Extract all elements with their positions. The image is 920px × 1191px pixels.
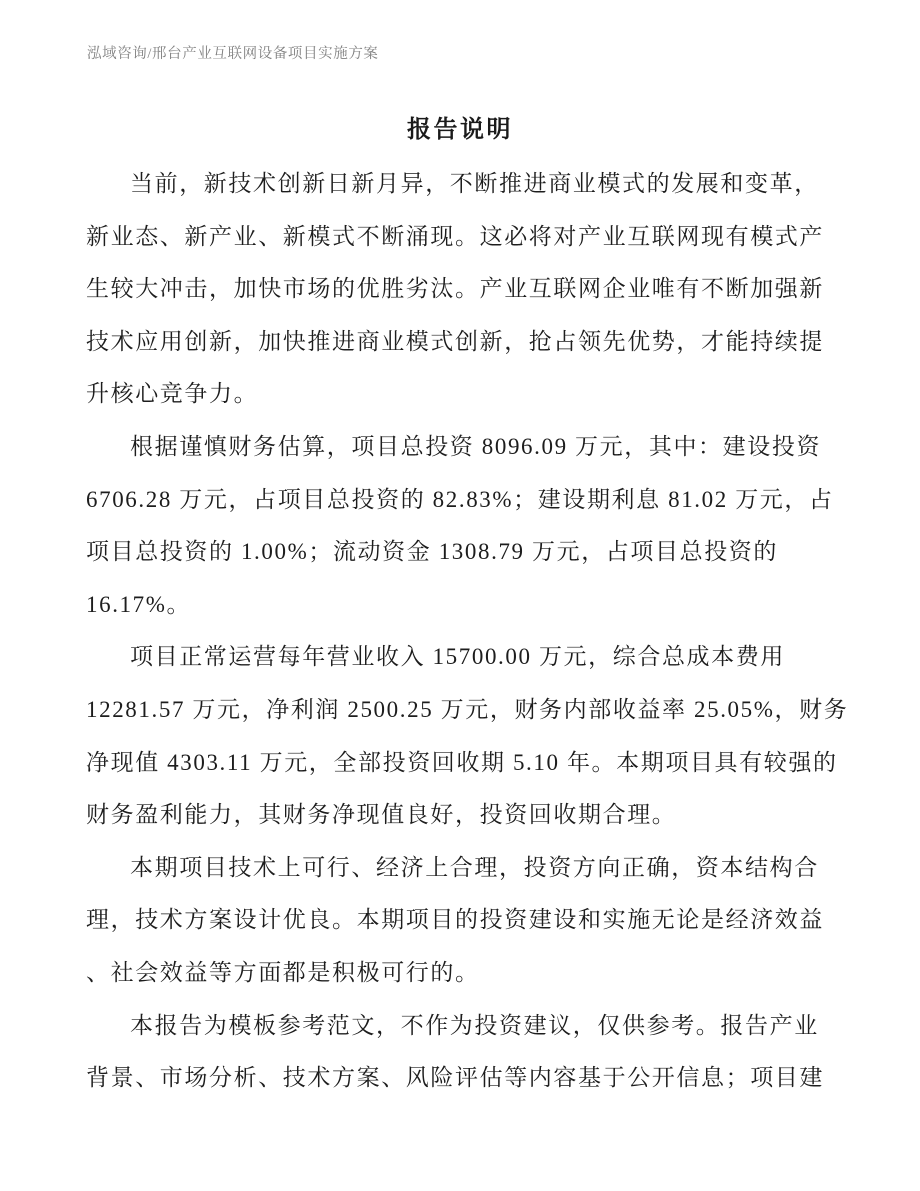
text-line: 新业态、新产业、新模式不断涌现。这必将对产业互联网现有模式产 bbox=[86, 223, 824, 249]
document-body bbox=[86, 158, 848, 1105]
text-line: 项目正常运营每年营业收入 15700.00 万元，综合总成本费用 bbox=[130, 644, 785, 670]
text-line: 根据谨慎财务估算，项目总投资 8096.09 万元，其中：建设投资 bbox=[130, 433, 822, 459]
text-line: 、社会效益等方面都是积极可行的。 bbox=[86, 959, 480, 985]
paragraph bbox=[86, 1000, 848, 1105]
document-title: 报告说明 bbox=[407, 117, 513, 143]
header-text: 泓域咨询/邢台产业互联网设备项目实施方案 bbox=[87, 46, 379, 62]
paragraph bbox=[86, 631, 848, 841]
text-line: 12281.57 万元，净利润 2500.25 万元，财务内部收益率 25.05%，财务 bbox=[86, 696, 849, 722]
text-line: 生较大冲击，加快市场的优胜劣汰。产业互联网企业唯有不断加强新 bbox=[86, 276, 824, 302]
paragraph bbox=[86, 158, 848, 421]
text-line: 项目总投资的 1.00%；流动资金 1308.79 万元，占项目总投资的 bbox=[86, 539, 779, 565]
text-line: 16.17%。 bbox=[86, 591, 192, 617]
text-line: 背景、市场分析、技术方案、风险评估等内容基于公开信息；项目建 bbox=[86, 1065, 824, 1091]
text-line: 理，技术方案设计优良。本期项目的投资建设和实施无论是经济效益 bbox=[86, 907, 824, 933]
text-line: 6706.28 万元，占项目总投资的 82.83%；建设期利息 81.02 万元，占 bbox=[86, 486, 834, 512]
text-line: 财务盈利能力，其财务净现值良好，投资回收期合理。 bbox=[86, 802, 677, 828]
text-line: 净现值 4303.11 万元，全部投资回收期 5.10 年。本期项目具有较强的 bbox=[86, 749, 838, 775]
text-line: 当前，新技术创新日新月异，不断推进商业模式的发展和变革， bbox=[130, 171, 819, 196]
paragraph bbox=[86, 842, 848, 1000]
text-line: 本报告为模板参考范文，不作为投资建议，仅供参考。报告产业 bbox=[130, 1012, 819, 1038]
text-line: 本期项目技术上可行、经济上合理，投资方向正确，资本结构合 bbox=[130, 854, 819, 880]
text-line: 升核心竞争力。 bbox=[86, 381, 259, 407]
page-header bbox=[87, 45, 379, 63]
text-line: 技术应用创新，加快推进商业模式创新，抢占领先优势，才能持续提 bbox=[86, 328, 824, 354]
paragraph bbox=[86, 421, 848, 631]
